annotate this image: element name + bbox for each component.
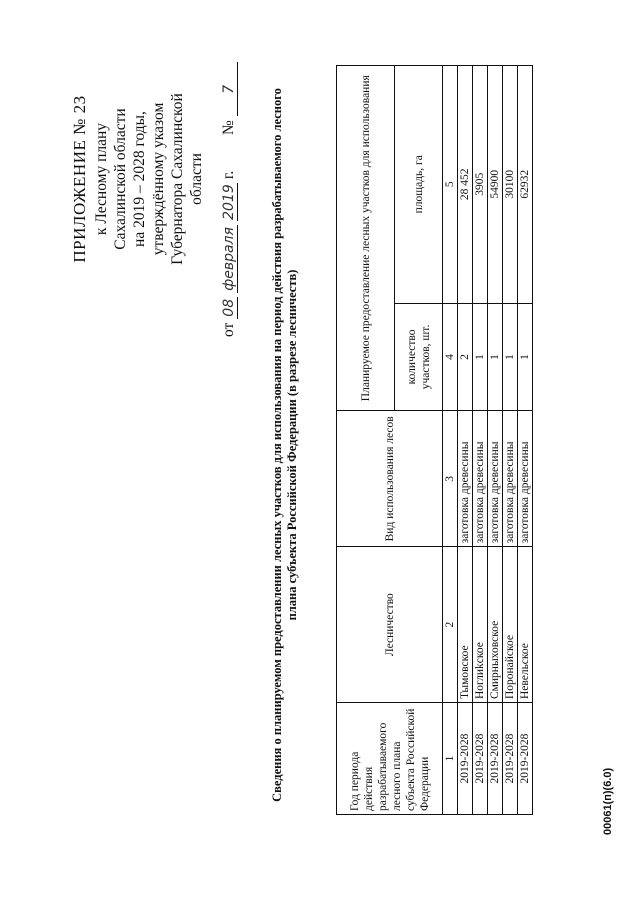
cell-forestry: Поронайское: [503, 547, 518, 703]
appendix-title: ПРИЛОЖЕНИЕ № 23: [70, 95, 89, 263]
approval-date-line: [220, 47, 238, 337]
header-forestry: Лесничество: [337, 547, 443, 703]
heading-line: Сведения о планируемом предоставлении лесных участков для использования на период действия разрабатываемого лесного: [270, 88, 284, 802]
cell-forestry: Смирныховское: [488, 547, 503, 703]
index-cell: 2: [443, 547, 458, 703]
index-cell: 3: [443, 411, 458, 547]
date-year-suffix: г.: [220, 170, 237, 180]
table-row: [458, 66, 473, 815]
column-index-row: [443, 66, 458, 815]
appendix-line: Губернатора Сахалинской: [169, 93, 186, 265]
cell-area: 54900: [488, 66, 503, 304]
cell-forestry: Невельское: [518, 547, 533, 703]
cell-year: 2019-2028: [473, 703, 488, 815]
index-cell: 1: [443, 703, 458, 815]
heading-line: плана субъекта Российской Федерации (в разрезе лесничеств): [285, 269, 299, 621]
cell-area: 62932: [518, 66, 533, 304]
table-row: [518, 66, 533, 815]
header-count: количество участков, шт.: [395, 303, 443, 411]
appendix-block: [70, 59, 206, 299]
cell-year: 2019-2028: [518, 703, 533, 815]
appendix-line: Сахалинской области: [112, 108, 129, 250]
cell-usage: заготовка древесины: [503, 411, 518, 547]
cell-count: 1: [503, 303, 518, 411]
cell-forestry: Тымовское: [458, 547, 473, 703]
header-area: площадь, га: [395, 66, 443, 304]
cell-area: 30100: [503, 66, 518, 304]
appendix-line: к Лесному плану: [93, 122, 110, 236]
cell-count: 2: [458, 303, 473, 411]
appendix-line: на 2019 – 2028 годы,: [131, 111, 148, 247]
table-row: [503, 66, 518, 815]
header-usage: Вид использования лесов: [337, 411, 443, 547]
date-day: 08: [221, 297, 238, 319]
header-planned: Планируемое предоставление лесных участков для использования: [337, 66, 395, 411]
cell-count: 1: [488, 303, 503, 411]
cell-usage: заготовка древесины: [473, 411, 488, 547]
cell-count: 1: [473, 303, 488, 411]
cell-usage: заготовка древесины: [488, 411, 503, 547]
date-year: 2019: [221, 184, 237, 220]
cell-count: 1: [518, 303, 533, 411]
cell-area: 28 452: [458, 66, 473, 304]
cell-forestry: Ноглиkское: [473, 547, 488, 703]
cell-usage: заготовка древесины: [458, 411, 473, 547]
appendix-line: области: [188, 153, 205, 205]
form-code: 00061(п)(6.0): [602, 767, 614, 835]
cell-usage: заготовка древесины: [518, 411, 533, 547]
cell-area: 3905: [473, 66, 488, 304]
index-cell: 5: [443, 66, 458, 304]
document-heading: [270, 65, 300, 825]
index-cell: 4: [443, 303, 458, 411]
date-prefix: от: [220, 322, 237, 337]
header-year: Год периода действия разрабатываемого лесного плана субъекта Российской Федерации: [337, 703, 443, 815]
forest-plots-table: [336, 65, 533, 815]
cell-year: 2019-2028: [503, 703, 518, 815]
cell-year: 2019-2028: [458, 703, 473, 815]
cell-year: 2019-2028: [488, 703, 503, 815]
table-row: [488, 66, 503, 815]
date-month: февраля: [221, 225, 238, 293]
table-row: [473, 66, 488, 815]
number-label: №: [220, 120, 237, 135]
appendix-line: утверждённому указом: [150, 102, 167, 256]
document-number: 7: [221, 62, 238, 116]
